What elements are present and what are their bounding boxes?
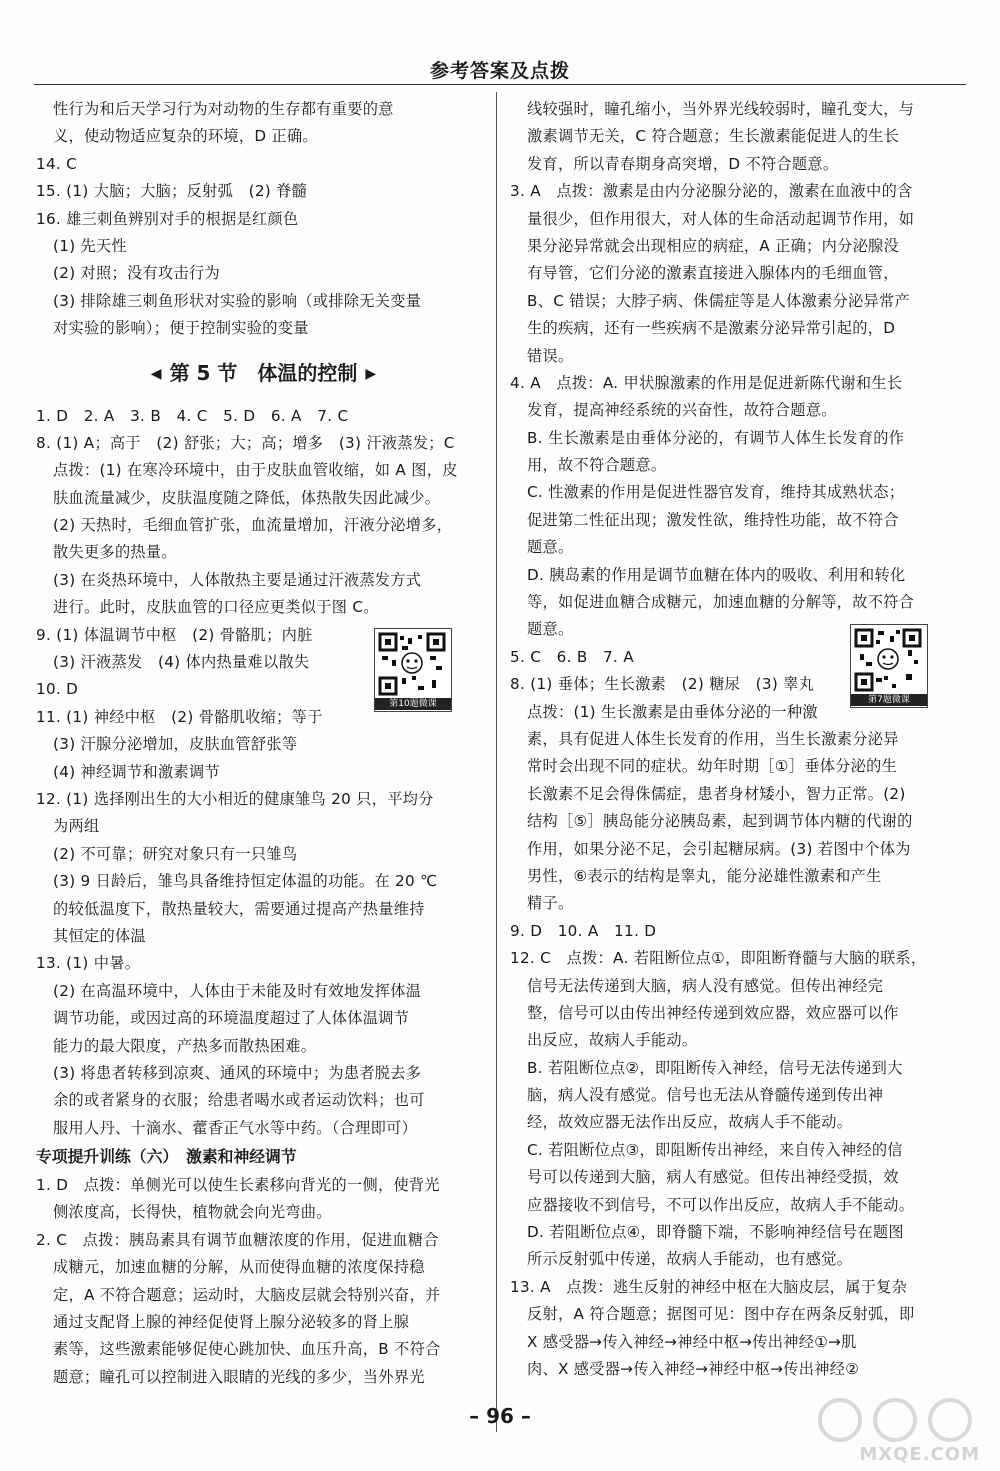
answer-line: 通过支配肾上腺的神经促使肾上腺分泌较多的肾上腺 — [53, 1313, 410, 1332]
answer-line: 12. (1) 选择刚出生的大小相近的健康雏鸟 20 只，平均分 — [36, 789, 434, 808]
answer-line: 肉、X 感受器→传入神经→神经中枢→传出神经② — [527, 1359, 860, 1378]
subsection-title: 专项提升训练（六） 激素和神经调节 — [36, 1147, 297, 1167]
answer-line: (3) 汗腺分泌增加，皮肤血管舒张等 — [53, 735, 298, 754]
answer-line: 点拨：(1) 生长激素是由垂体分泌的一种激 — [527, 702, 818, 721]
answer-line: 9. (1) 体温调节中枢 (2) 骨骼肌；内脏 — [36, 625, 313, 644]
answer-line: 常时会出现不同的症状。幼年时期［①］垂体分泌的生 — [527, 757, 898, 776]
answer-line: 题意。 — [527, 538, 574, 557]
right-triangle-icon: ▶ — [365, 365, 377, 382]
answer-line: (3) 将患者转移到凉爽、通风的环境中；为患者脱去多 — [53, 1063, 422, 1082]
right-column — [510, 96, 965, 1383]
answer-line: 调节功能，或因过高的环境温度超过了人体体温调节 — [53, 1009, 410, 1028]
answer-line: 量很少，但作用很大，对人体的生命活动起调节作用，如 — [527, 209, 915, 228]
answer-line: 号可以传递到大脑，病人有感觉。但传出神经受损，效 — [527, 1168, 899, 1187]
answer-line: 生的疾病，还有一些疾病不是激素分泌异常引起的，D — [527, 319, 896, 338]
answer-line: 肤血流量减少，皮肤温度随之降低，体热散失因此减少。 — [53, 488, 441, 507]
answer-line: 服用人丹、十滴水、藿香正气水等中药。（合理即可） — [53, 1118, 418, 1137]
answer-line: 8. (1) A；高于 (2) 舒张；大；高；增多 (3) 汗液蒸发；C — [36, 433, 455, 452]
answer-line: 果分泌异常就会出现相应的病症，A 正确；内分泌腺没 — [527, 236, 900, 255]
answer-line: 15. (1) 大脑；大脑；反射弧 (2) 脊髓 — [36, 182, 308, 201]
answer-line: D. 胰岛素的作用是调节血糖在体内的吸收、利用和转化 — [527, 565, 906, 584]
answer-line: 散失更多的热量。 — [53, 543, 177, 562]
qr-caption: 第7题微课 — [851, 694, 927, 706]
answer-line: 8. (1) 垂体；生长激素 (2) 糖尿 (3) 睾丸 — [510, 675, 815, 694]
answer-line: 素，具有促进人体生长发育的作用，当生长激素分泌异 — [527, 729, 899, 748]
answer-line: 线较强时，瞳孔缩小，当外界光线较弱时，瞳孔变大，与 — [527, 100, 915, 118]
answer-line: 13. (1) 中暑。 — [36, 954, 141, 973]
column-divider — [496, 92, 497, 1432]
answer-line: B. 生长激素是由垂体分泌的，有调节人体生长发育的作 — [527, 428, 905, 447]
answer-line: 长激素不足会得侏儒症，患者身材矮小，智力正常。(2) — [527, 784, 906, 803]
answer-line: 成糖元，加速血糖的分解，从而使得血糖的浓度保持稳 — [53, 1258, 425, 1277]
answer-line: (2) 在高温环境中，人体由于未能及时有效地发挥体温 — [53, 981, 422, 1000]
answer-line: 进行。此时，皮肤血管的口径应更类似于图 C。 — [53, 598, 379, 617]
page-number: – 96 – — [469, 1404, 531, 1428]
answer-line: 用，故不符合题意。 — [527, 456, 667, 475]
answer-line: 脑，病人没有感觉。信号也无法从脊髓传递到传出神 — [527, 1086, 884, 1105]
answer-line: 经，故效应器无法作出反应，故病人手不能动。 — [527, 1113, 853, 1132]
answer-line: 发育，所以青春期身高突增，D 不符合题意。 — [527, 154, 839, 173]
answer-line: 结构［⑤］胰岛能分泌胰岛素，起到调节体内糖的代谢的 — [527, 812, 913, 831]
answer-line: 题意；瞳孔可以控制进入眼睛的光线的多少，当外界光 — [53, 1367, 425, 1386]
answer-line: 16. 雄三刺鱼辨别对手的根据是红颜色 — [36, 209, 299, 228]
section-heading — [36, 343, 491, 403]
answer-line: B. 若阻断位点②，即阻断传入神经，信号无法传递到大 — [527, 1058, 903, 1077]
answer-line: 9. D 10. A 11. D — [510, 921, 657, 940]
answer-line: 素等，这些激素能够促使心跳加快、血压升高，B 不符合 — [53, 1340, 441, 1359]
left-answers-part1 — [36, 96, 491, 343]
answer-line: 对实验的影响）；便于控制实验的变量 — [53, 319, 309, 338]
answer-line: 的较低温度下，散热量较大，需要通过提高产热量维持 — [53, 899, 425, 918]
qr-code-q7[interactable] — [850, 624, 928, 708]
answer-line: (4) 神经调节和激素调节 — [53, 762, 220, 781]
answer-line: 定，A 不符合题意；运动时，大脑皮层就会特别兴奋，并 — [53, 1285, 441, 1304]
answer-line: 错误。 — [527, 346, 574, 365]
answer-line: (2) 天热时，毛细血管扩张，血流量增加，汗液分泌增多， — [53, 516, 453, 535]
answer-line: 14. C — [36, 154, 78, 173]
answer-line: 出反应，故病人手能动。 — [527, 1031, 698, 1050]
answer-line: (2) 不可靠；研究对象只有一只雏鸟 — [53, 844, 298, 863]
page-header-title: 参考答案及点拨 — [429, 60, 570, 82]
answer-line: 应器接收不到信号，不可以作出反应，故病人手不能动。 — [527, 1195, 915, 1214]
answer-line: 5. C 6. B 7. A — [510, 647, 634, 666]
answer-line: 精子。 — [527, 894, 574, 913]
answer-line: 反射，A 符合题意；据图可见：图中存在两条反射弧，即 — [527, 1305, 915, 1324]
answer-line: 男性，⑥表示的结构是睾丸，能分泌雄性激素和产生 — [527, 866, 882, 885]
left-triangle-icon: ◀ — [150, 365, 162, 382]
answer-line: (1) 先天性 — [53, 236, 128, 255]
answer-line: 义，使动物适应复杂的环境，D 正确。 — [53, 127, 318, 146]
answer-line: 能力的最大限度，产热多而散热困难。 — [53, 1036, 317, 1055]
answer-line: 整，信号可以由传出神经传递到效应器，效应器可以作 — [527, 1003, 899, 1022]
answer-line: 2. C 点拨：胰岛素具有调节血糖浓度的作用，促进血糖合 — [36, 1230, 439, 1249]
answer-line: 1. D 点拨：单侧光可以使生长素移向背光的一侧，使背光 — [36, 1176, 440, 1195]
answer-line: 发育，提高神经系统的兴奋性，故符合题意。 — [527, 401, 837, 420]
right-answers — [510, 96, 965, 1383]
answer-line: 激素调节无关，C 符合题意；生长激素能促进人的生长 — [527, 127, 900, 146]
page-header — [0, 0, 1000, 86]
answer-line: 13. A 点拨：逃生反射的神经中枢在大脑皮层，属于复杂 — [510, 1277, 908, 1296]
left-answers-part3 — [36, 1172, 491, 1391]
answer-line: 性行为和后天学习行为对动物的生存都有重要的意 — [53, 100, 394, 118]
watermark — [800, 1395, 990, 1465]
answer-line: 等，如促进血糖合成糖元，加速血糖的分解等，故不符合 — [527, 593, 915, 612]
watermark-text: MXQE.COM — [859, 1444, 980, 1465]
answer-line: 点拨：(1) 在寒冷环境中，由于皮肤血管收缩，如 A 图，皮 — [53, 461, 458, 480]
answer-line: (2) 对照；没有攻击行为 — [53, 264, 220, 283]
answer-line: 题意。 — [527, 620, 574, 639]
answer-line: 其恒定的体温 — [53, 926, 146, 945]
qr-code-q10[interactable] — [374, 628, 452, 712]
header-rule — [34, 84, 966, 85]
answer-line: 为两组 — [53, 817, 100, 836]
answer-line: 作用，如果分泌不足，会引起糖尿病。(3) 若图中个体为 — [527, 839, 911, 858]
answer-line: 所示反射弧中传递，故病人手能动，也有感觉。 — [527, 1250, 853, 1269]
answer-line: 有导管，它们分泌的激素直接进入腺体内的毛细血管， — [527, 264, 899, 283]
answer-line: 1. D 2. A 3. B 4. C 5. D 6. A 7. C — [36, 406, 349, 425]
answer-line: (3) 9 日龄后，雏鸟具备维持恒定体温的功能。在 20 ℃ — [53, 872, 438, 891]
answer-line: C. 若阻断位点③，即阻断传出神经，来自传入神经的信 — [527, 1140, 903, 1159]
answer-line: 10. D — [36, 680, 79, 699]
answer-line: 11. (1) 神经中枢 (2) 骨骼肌收缩；等于 — [36, 707, 323, 726]
left-answers-part2 — [36, 403, 491, 1143]
qr-code-icon — [854, 628, 922, 692]
answer-line: 侧浓度高，长得快，植物就会向光弯曲。 — [53, 1203, 332, 1222]
left-column — [36, 96, 491, 1391]
answer-line: D. 若阻断位点④，即脊髓下端，不影响神经信号在题图 — [527, 1223, 904, 1242]
answer-line: (3) 在炎热环境中，人体散热主要是通过汗液蒸发方式 — [53, 570, 422, 589]
answer-line: 信号无法传递到大脑，病人没有感觉。但传出神经完 — [527, 976, 884, 995]
answer-line: 余的或者紧身的衣服；给患者喝水或者运动饮料；也可 — [53, 1091, 425, 1110]
answer-line: 3. A 点拨：激素是由内分泌腺分泌的，激素在血液中的含 — [510, 182, 913, 201]
answer-line: B、C 错误；大脖子病、侏儒症等是人体激素分泌异常产 — [527, 291, 910, 310]
watermark-logo-icon — [800, 1395, 990, 1445]
answer-line: (3) 排除雄三刺鱼形状对实验的影响（或排除无关变量 — [53, 291, 422, 310]
answer-line: (3) 汗液蒸发 (4) 体内热量难以散失 — [53, 653, 310, 672]
answer-line: 12. C 点拨：A. 若阻断位点①，即阻断脊髓与大脑的联系， — [510, 949, 927, 968]
answer-line: C. 性激素的作用是促进性器官发育，维持其成熟状态； — [527, 483, 905, 502]
answer-line: X 感受器→传入神经→神经中枢→传出神经①→肌 — [527, 1332, 857, 1351]
answer-line: 4. A 点拨：A. 甲状腺激素的作用是促进新陈代谢和生长 — [510, 373, 903, 392]
answer-line: 促进第二性征出现；激发性欲，维持性功能，故不符合 — [527, 510, 899, 529]
section-title: 第 5 节 体温的控制 — [169, 360, 358, 385]
qr-code-icon — [378, 632, 446, 696]
qr-caption: 第10题微课 — [375, 698, 451, 710]
